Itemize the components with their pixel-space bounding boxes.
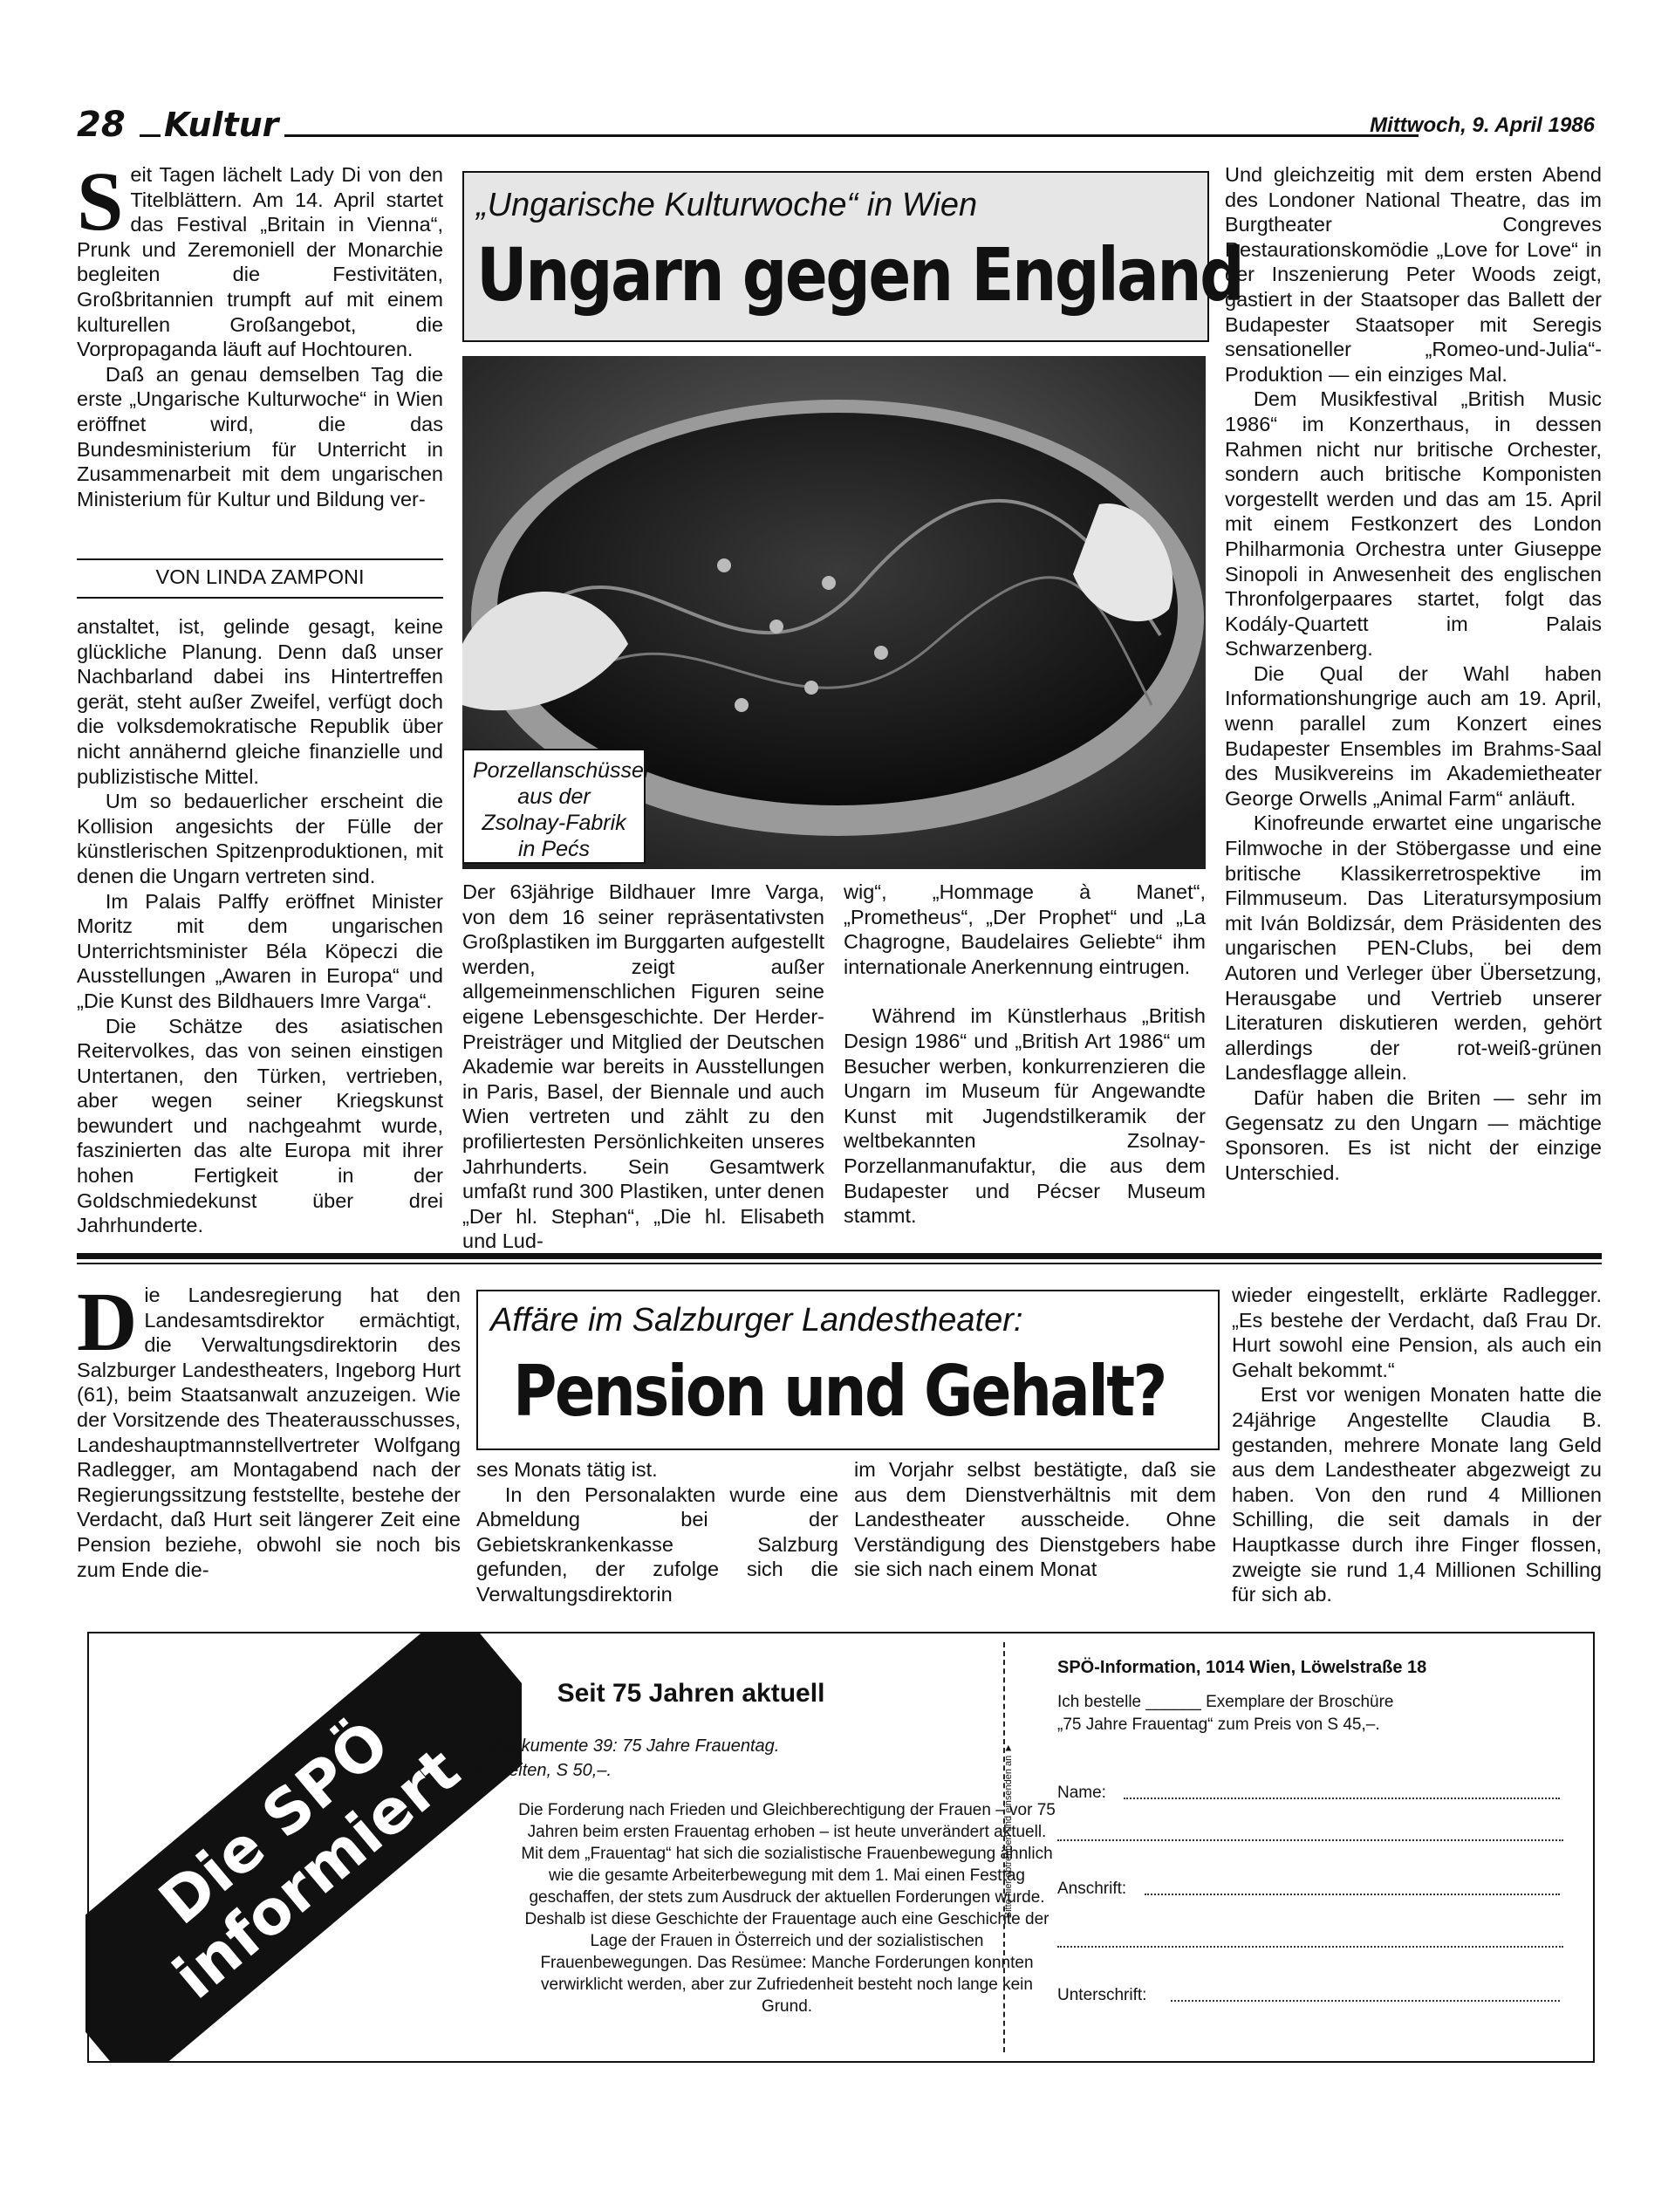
address-field[interactable] xyxy=(1057,1880,1563,1906)
byline-rule xyxy=(77,558,443,560)
signature-label: Unterschrift: xyxy=(1057,1986,1147,2004)
article1-col4 xyxy=(1225,162,1602,1244)
photo-caption: Porzellanschüssel aus der Zsolnay-Fabrik in Pećs xyxy=(462,749,646,864)
article1-col3 xyxy=(844,880,1206,1246)
ad-subtitle: Zeitdokumente 39: 75 Jahre Frauentag. xyxy=(473,1736,780,1756)
address-label: Anschrift: xyxy=(1057,1880,1127,1898)
name-line-2[interactable] xyxy=(1057,1839,1563,1841)
paragraph: Um so bedauerlicher erscheint die Kollision angesichts der Fülle der künstlerischen Spitzenproduktionen, mit denen die Ungarn vertreten sind. xyxy=(77,790,443,887)
ad-banner-text: Die SPÖ informiert xyxy=(146,1706,474,2013)
byline-rule xyxy=(77,597,443,599)
article2-headline: Pension und Gehalt? xyxy=(513,1351,1166,1432)
page-header xyxy=(77,103,1595,145)
article2-col1 xyxy=(77,1275,461,1623)
article-separator-thin xyxy=(77,1263,1602,1264)
ad-body: Die Forderung nach Frieden und Gleichberechtigung der Frauen – vor 75 Jahren beim ersten Frauentag erhoben – ist heute unverändert aktuell. Mit dem „Frauentag“ hat sich die sozialistische Frauenbewegung ähnlich wie die gesamte Arbeiterbewegung mit dem 1. Mai einen Festtag geschaffen, der stets zum Ausdruck der aktuellen Forderungen wurde. Deshalb ist diese Geschichte der Frauentage auch eine Geschichte der Lage der Frauen in Österreich und der sozialistischen Frauenbewegungen. Das Resümee: Manche Forderungen konnten verwirklicht werden, aber zur Zufriedenheit besteht noch lange kein Grund. xyxy=(518,1801,1056,2016)
article1-kicker: „Ungarische Kulturwoche“ in Wien xyxy=(476,187,978,223)
paragraph: Dafür haben die Briten — sehr im Gegensatz zu den Ungarn — mächtige Sponsoren. Es ist nicht der einzige Unterschied. xyxy=(1225,1085,1602,1184)
article2-col2 xyxy=(476,1457,838,1614)
cut-note: Bitte hier abtrennen und einsenden an ► xyxy=(1003,1743,1014,1919)
ad-banner-stripe xyxy=(85,1633,522,2061)
issue-date: Mittwoch, 9. April 1986 xyxy=(1370,113,1595,137)
signature-field[interactable] xyxy=(1057,1986,1563,2012)
ad-title: Seit 75 Jahren aktuell xyxy=(557,1679,825,1708)
paragraph: Im Palais Palffy eröffnet Minister Moritz mit dem ungarischen Unterrichtsminister Béla Köpeczi die Ausstellungen „Awaren in Europa“ und „Die Kunst des Bildhauers Imre Varga“. xyxy=(77,889,443,1012)
paragraph: Der 63jährige Bildhauer Imre Varga, von dem 16 seiner repräsentativsten Großplastiken im Burggarten aufgestellt werden, zeigt außer allgemeinmenschlichen Figuren seine eigene Lebensgeschichte. Der Herder-Preisträger und Mitglied der Deutschen Akademie war bereits in Ausstellungen in Paris, Basel, der Biennale und auch Wien vertreten und zählt zu den profiliertesten Persönlichkeiten unseres Jahrhunderts. Sein Gesamtwerk umfaßt rund 300 Plastiken, unter denen „Der hl. Stephan“, „Die hl. Elisabeth und Lud- xyxy=(462,880,824,1253)
coupon-order-line: „75 Jahre Frauentag“ zum Preis von S 45,–. xyxy=(1057,1715,1380,1734)
spoe-advertisement xyxy=(87,1632,1595,2063)
ad-subtitle: 48 Seiten, S 50,–. xyxy=(473,1761,612,1780)
article1-headline: Ungarn gegen England xyxy=(476,232,1243,318)
coupon-address: SPÖ-Information, 1014 Wien, Löwelstraße 18 xyxy=(1057,1658,1427,1677)
paragraph: anstaltet, ist, gelinde gesagt, keine glückliche Planung. Denn daß unser Nachbarland dabei ins Hintertreffen gerät, steht außer Zweifel, verfügt doch die volksdemokratische Republik über nicht annähernd gleiche finanzielle und publizistische Mittel. xyxy=(77,615,443,788)
coupon-order-line: Ich bestelle ______ Exemplare der Broschüre xyxy=(1057,1693,1394,1711)
paragraph: Die Qual der Wahl haben Informationshungrige auch am 19. April, wenn parallel zum Konzert eines Budapester Ensembles im Brahms-Saal des Musikvereins im Akademietheater George Orwells „Animal Farm“ anläuft. xyxy=(1225,661,1602,810)
name-field[interactable] xyxy=(1057,1784,1563,1810)
name-line xyxy=(1124,1798,1560,1799)
paragraph: Die Schätze des asiatischen Reitervolkes, das von seinen einstigen Untertanen, den Türken, vertrieben, aber wegen seiner Kriegskunst bewundert und nachgeahmt wurde, faszinierten das alte Europa mit ihrer hohen Fertigkeit in der Goldschmiedekunst über drei Jahrhunderte. xyxy=(77,1014,443,1237)
paragraph: Während im Künstlerhaus „British Design 1986“ und „British Art 1986“ um Besucher werben, konkurrenzieren die Ungarn im Museum für Angewandte Kunst mit Jugendstilkeramik der weltbekannten Zsolnay-Porzellanmanufaktur, die aus dem Budapester und Pécser Museum stammt. xyxy=(844,1004,1206,1228)
page-number: 28 xyxy=(77,105,126,145)
section-title: Kultur xyxy=(164,106,279,144)
paragraph: Kinofreunde erwartet eine ungarische Filmwoche in der Stöbergasse und eine britische Klassikerretrospektive im Filmmuseum. Das Literatursymposium mit Iván Boldizsár, dem Präsidenten des ungarischen PEN-Clubs, bei dem Autoren und Verleger über Übersetzung, Herausgabe und Vertrieb unserer Literaturen diskutieren werden, gehört allerdings der rot-weiß-grünen Landesflagge allein. xyxy=(1225,812,1602,1085)
article2-col3 xyxy=(854,1457,1216,1614)
paragraph: Und gleichzeitig mit dem ersten Abend des Londoner National Theatre, das im Burgtheater Congreves Restaurationskomödie „Love for Love“ in der Inszenierung Peter Woods zeigt, gastiert in der Staatsoper das Ballett der Budapester Staatsoper mit Seregis sensationeller „Romeo-und-Julia“-Produktion — ein einziges Mal. xyxy=(1225,163,1602,386)
article-separator xyxy=(77,1253,1602,1259)
address-line xyxy=(1145,1894,1560,1895)
dropcap: S xyxy=(77,154,124,248)
article1-headline-box xyxy=(462,171,1243,342)
dropcap: D xyxy=(77,1275,138,1368)
paragraph: eit Tagen lächelt Lady Di von den Titelblättern. Am 14. April startet das Festival „Britain in Vienna“, Prunk und Zeremoniell der Monarchie begleiten die Festivitäten, Großbritannien trumpft auf mit einem kulturellen Großangebot, die Vorpropaganda läuft auf Hochtouren. xyxy=(77,163,443,361)
paragraph: im Vorjahr selbst bestätigte, daß sie aus dem Dienstverhältnis mit dem Landestheater ausscheide. Ohne Verständigung des Dienstgebers habe sie sich nach einem Monat xyxy=(854,1458,1216,1581)
header-rule xyxy=(140,134,161,137)
paragraph: In den Personalakten wurde eine Abmeldung bei der Gebietskrankenkasse Salzburg gefunden, der zufolge sich die Verwaltungsdirektorin xyxy=(476,1483,838,1606)
header-rule xyxy=(284,134,1419,137)
ad-banner-band xyxy=(85,1633,522,2061)
paragraph: ie Landesregierung hat den Landesamtsdirektor ermächtigt, die Verwaltungsdirektorin des Salzburger Landestheaters, Ingeborg Hurt (61), beim Staatsanwalt anzuzeigen. Wie der Vorsitzende des Theaterausschusses, Landeshauptmannstellvertreter Wolfgang Radlegger, am Montagabend nach der Regierungssitzung feststellte, bestehe der Verdacht, daß Hurt seit längerer Zeit eine Pension beziehe, obwohl sie noch bis zum Ende die- xyxy=(77,1284,461,1581)
signature-line xyxy=(1171,2000,1560,2002)
article1-col2 xyxy=(462,880,824,1253)
paragraph: ses Monats tätig ist. xyxy=(476,1458,658,1481)
paragraph: Dem Musikfestival „British Music 1986“ im Konzerthaus, in dessen Rahmen nicht nur britische Orchester, sondern auch britische Komponisten vorgestellt werden und das am 15. April mit einem Festkonzert des London Philharmonia Orchestra unter Giuseppe Sinopoli in Anwesenheit des englischen Thronfolgerpaares startet, folgt das Kodály-Quartett im Palais Schwarzenberg. xyxy=(1225,387,1602,661)
paragraph: wieder eingestellt, erklärte Radlegger. „Es bestehe der Verdacht, daß Frau Dr. Hurt sowohl eine Pension, als auch ein Gehalt bekommt.“ xyxy=(1232,1284,1602,1381)
address-line-2[interactable] xyxy=(1057,1946,1563,1948)
article1-col1-bottom xyxy=(77,614,443,1243)
paragraph: Daß an genau demselben Tag die erste „Ungarische Kulturwoche“ in Wien eröffnet wird, die das Bundesministerium für Unterricht in Zusammenarbeit mit dem ungarischen Ministerium für Kultur und Bildung ver- xyxy=(77,362,443,510)
paragraph: Erst vor wenigen Monaten hatte die 24jährige Angestellte Claudia B. gestanden, mehrere Monate lang Geld aus dem Landestheater abgezweigt zu haben. Von den rund 4 Millionen Schilling, die seit damals in der Hauptkasse durch ihre Finger flossen, zweigte sie rund 1,4 Millionen Schilling für sich ab. xyxy=(1232,1383,1602,1606)
article1-col1-top xyxy=(77,154,443,546)
name-label: Name: xyxy=(1057,1784,1106,1802)
article2-kicker: Affäre im Salzburger Landestheater: xyxy=(490,1302,1023,1339)
article2-headline-box xyxy=(476,1290,1220,1450)
article2-col4 xyxy=(1232,1283,1602,1623)
paragraph: wig“, „Hommage à Manet“, „Prometheus“, „Der Prophet“ und „La Chagrogne, Baudelaires Geliebte“ ihm internationale Anerkennung eintrugen. xyxy=(844,880,1206,978)
byline: VON LINDA ZAMPONI xyxy=(155,565,365,588)
